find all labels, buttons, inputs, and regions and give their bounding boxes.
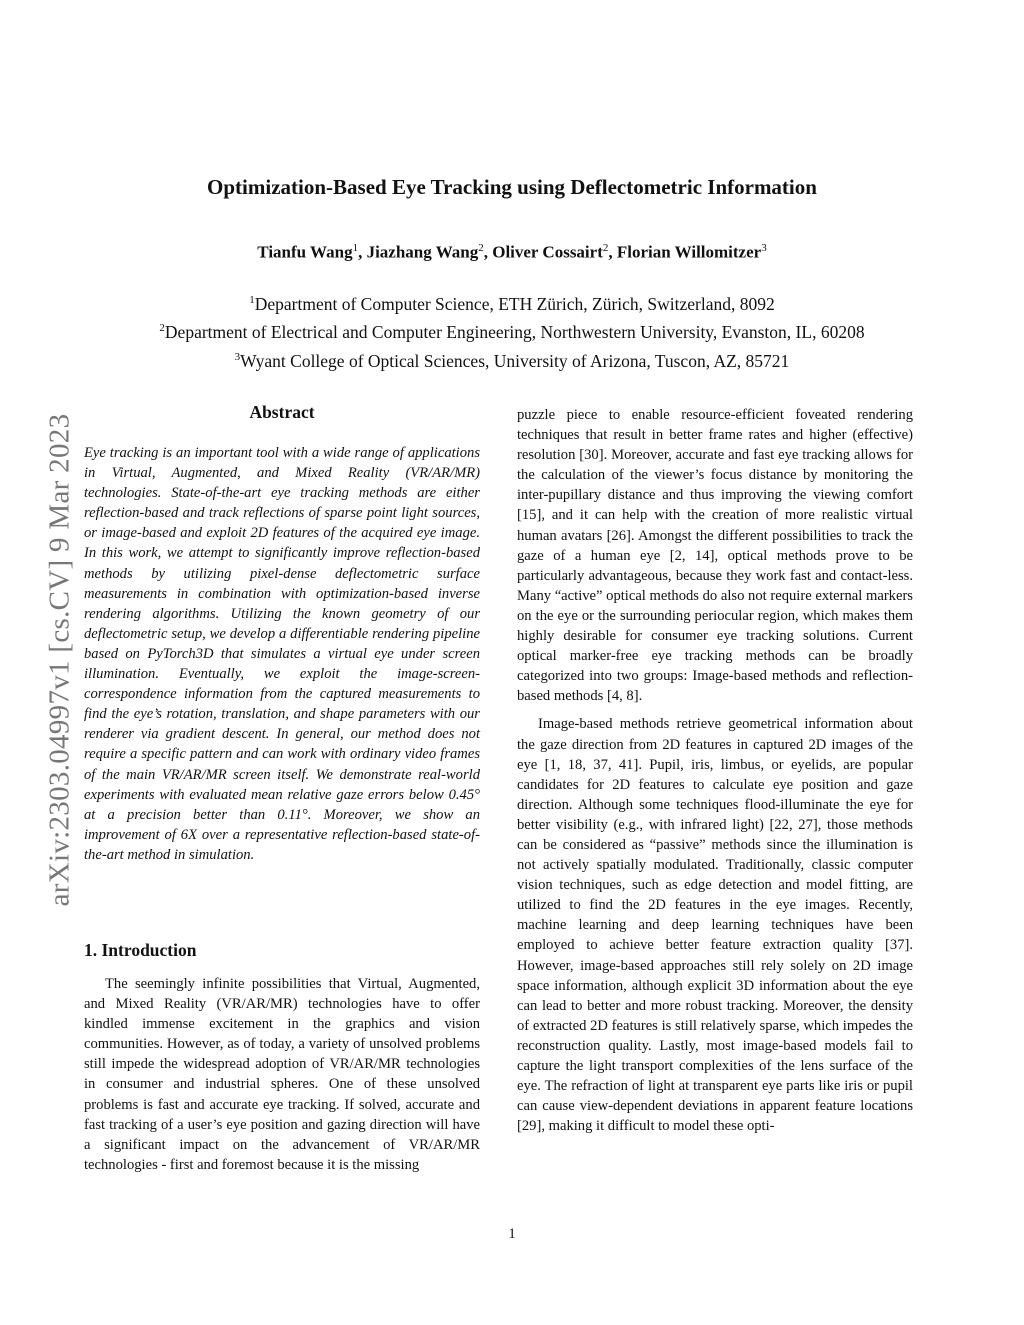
introduction-paragraph: Image-based methods retrieve geometrical information about the gaze direction from 2D features in captured 2D images of the eye [1, 18, 37, 41]. Pupil, iris, limbus, or eyelids, are popular candidates for 2D features to calculate eye position and gaze direction. Although some techniques flood-illuminate the eye for better visibility (e.g., with infrared light) [22, 27], those methods can be considered as “passive” methods since the illumination is not actively spatially modulated. Traditionally, classic computer vision techniques, such as edge detection and model fitting, are utilized to find the 2D features in the eye images. Recently, machine learning and deep learning techniques have been employed to achieve better feature extraction quality [37]. However, image-based approaches still rely solely on 2D image space information, although explicit 3D information about the eye can lead to better and more robust tracking. Moreover, the density of extracted 2D features is still relatively sparse, which impedes the reconstruction quality. Lastly, most image-based models fail to capture the light transport complexities of the lens surface of the eye. The refraction of light at transparent eye parts like iris or pupil can cause view-dependent deviations in apparent feature locations [29], making it difficult to model these opti- <box>517 716 913 1135</box>
right-column <box>517 405 913 1136</box>
affiliation-mark: 2 <box>478 242 484 254</box>
introduction-paragraph-continued: puzzle piece to enable resource-efficient foveated rendering techniques that result in better frame rates and higher (effective) resolution [30]. Moreover, accurate and fast eye tracking allows for the calculation of the viewer’s focus distance by monitoring the inter-pupillary distance and thus improving the viewing comfort [15], and it can help with the creation of more realistic virtual human avatars [26]. Amongst the different possibilities to track the gaze of a human eye [2, 14], optical methods prove to be particularly advantageous, because they work fast and contact-less. Many “active” optical methods do also not require external markers on the eye or the surrounding periocular region, which makes them highly desirable for consumer eye tracking solutions. Current optical marker-free eye tracking methods can be broadly categorized into two groups: Image-based methods and reflection-based methods [4, 8]. <box>517 407 913 705</box>
paper-title: Optimization-Based Eye Tracking using Deflectometric Information <box>207 175 817 199</box>
affiliation-mark: 2 <box>602 242 609 254</box>
introduction-heading: 1. Introduction <box>84 940 197 960</box>
author-name: Oliver Cossairt <box>492 242 603 262</box>
arxiv-identifier: arXiv:2303.04997v1 [cs.CV] 9 Mar 2023 <box>43 413 76 907</box>
author-list: Tianfu Wang$^1$, Jiazhang Wang$^2$, Oliver Cossairt$^2$, Florian Willomitzer$^3$ <box>257 242 767 262</box>
affiliation: $^1$Department of Computer Science, ETH Zürich, Zürich, Switzerland, 8092 <box>249 293 775 314</box>
abstract-heading: Abstract <box>249 402 315 422</box>
affiliation-list <box>0 288 1024 373</box>
introduction-paragraph: The seemingly infinite possibilities that Virtual, Augmented, and Mixed Reality (VR/AR/MR) technologies have to offer kindled immense excitement in the graphics and vision communities. However, as of today, a variety of unsolved problems still impede the widespread adoption of VR/AR/MR technologies in consumer and industrial spheres. One of these unsolved problems is fast and accurate eye tracking. If solved, accurate and fast tracking of a user’s eye position and gazing direction will have a significant impact on the advancement of VR/AR/MR technologies - first and foremost because it is the missing <box>84 976 480 1173</box>
author-name: Jiazhang Wang <box>366 242 479 262</box>
page-number: 1 <box>508 1226 516 1242</box>
author-name: Florian Willomitzer <box>616 242 762 262</box>
affiliation: $^2$Department of Electrical and Computer Engineering, Northwestern University, Evanston, IL, 60208 <box>159 322 865 343</box>
author-name: Tianfu Wang <box>257 242 353 262</box>
affiliation-mark: 1 <box>352 242 359 254</box>
abstract-text: Eye tracking is an important tool with a wide range of applications in Virtual, Augmented, and Mixed Reality (VR/AR/MR) technologies. State-of-the-art eye tracking methods are either reflection-based and track reflections of sparse point light sources, or image-based and exploit 2D features of the acquired eye image. In this work, we attempt to significantly improve reflection-based methods by utilizing pixel-dense deflectometric surface measurements in combination with optimization-based inverse rendering algorithms. Utilizing the known geometry of our deflectometric setup, we develop a differentiable rendering pipeline based on PyTorch3D that simulates a virtual eye under screen illumination. Eventually, we exploit the image-screen-correspondence information from the captured measurements to find the eye’s rotation, translation, and shape parameters with our renderer via gradient descent. In general, our method does not require a specific pattern and can work with ordinary video frames of the main VR/AR/MR screen itself. We demonstrate real-world experiments with evaluated mean relative gaze errors below 0.45° at a precision better than 0.11°. Moreover, we show an improvement of 6X over a representative reflection-based state-of-the-art method in simulation. <box>84 445 480 863</box>
introduction-body <box>84 974 480 1175</box>
affiliation: $^3$Wyant College of Optical Sciences, University of Arizona, Tuscon, AZ, 85721 <box>234 350 790 371</box>
affiliation-mark: 3 <box>761 242 767 254</box>
